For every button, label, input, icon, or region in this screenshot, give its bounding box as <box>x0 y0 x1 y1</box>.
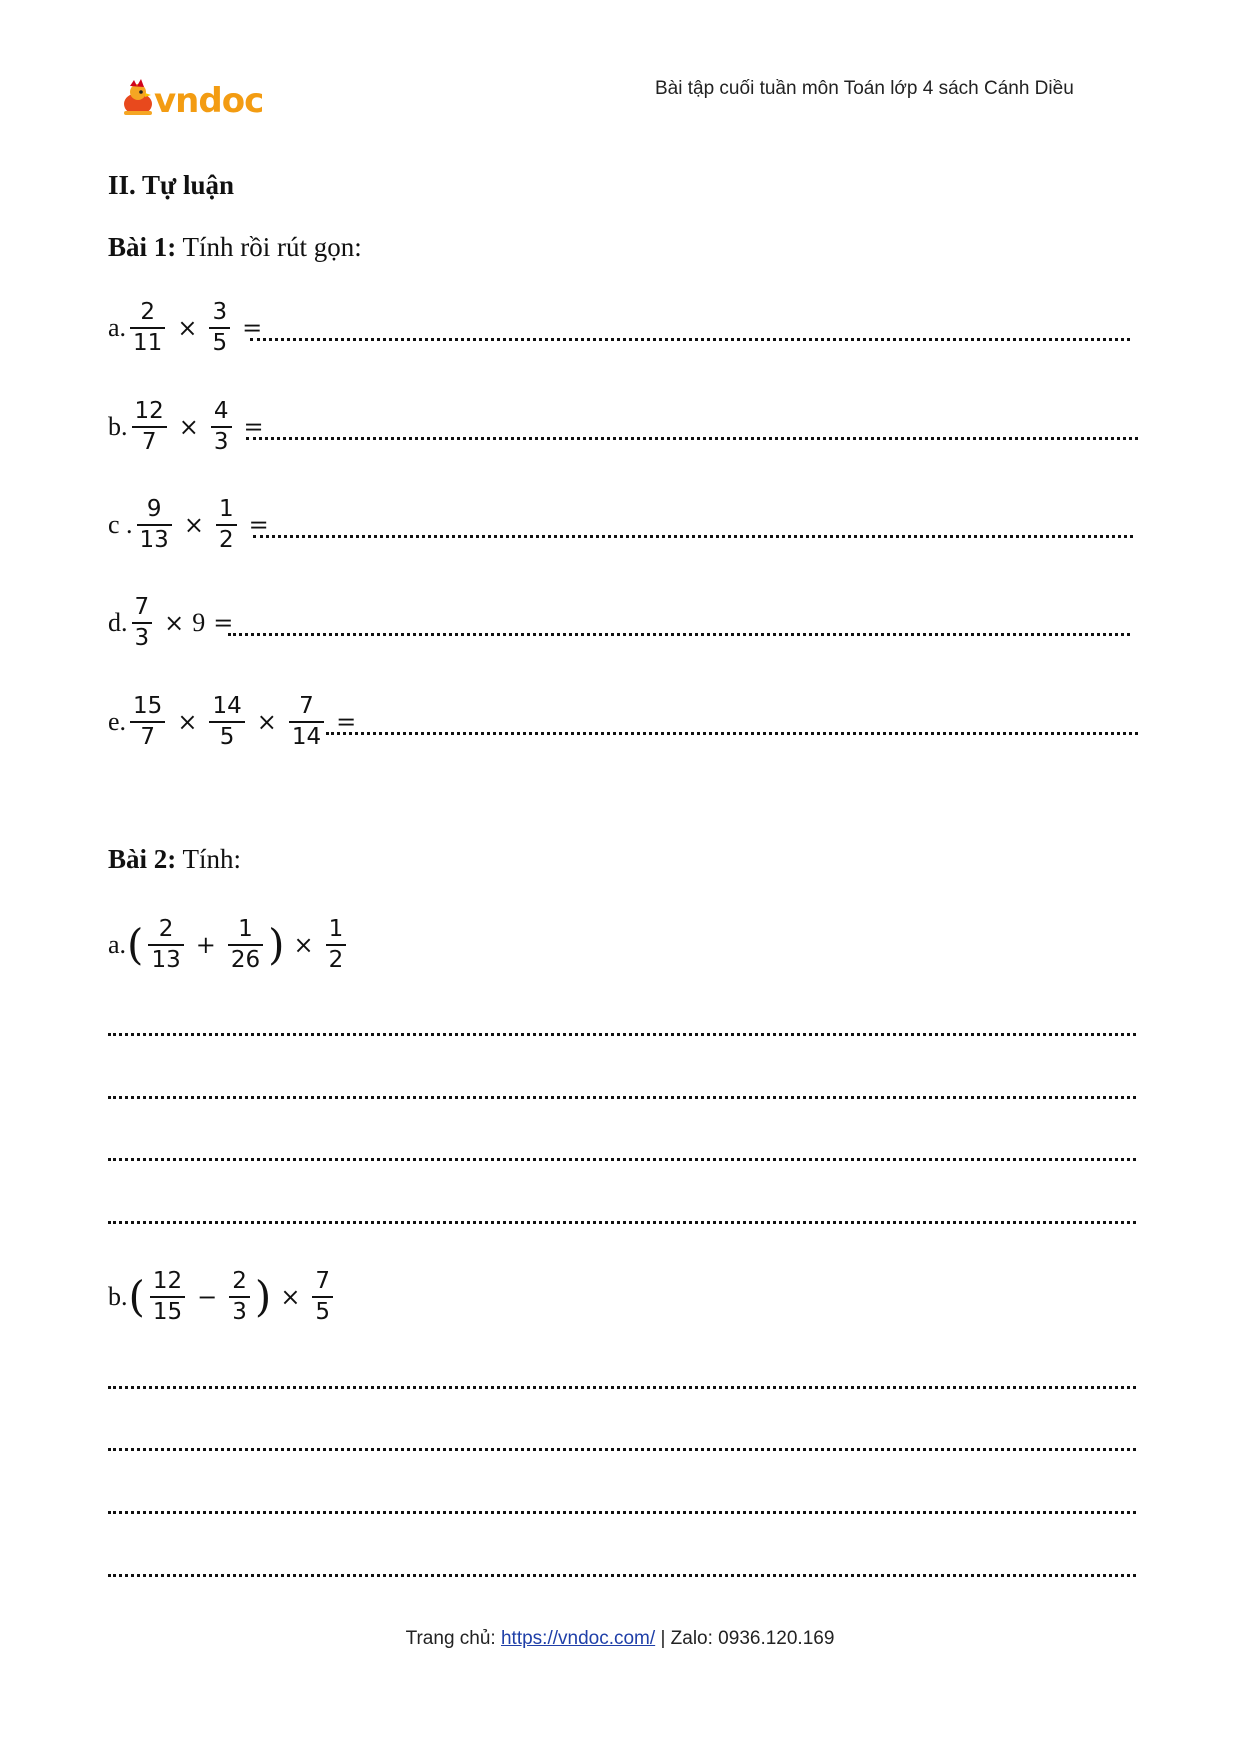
answer-line[interactable] <box>108 1093 1136 1099</box>
left-paren: ( <box>127 920 144 969</box>
fraction: $\frac{9}{13}$ <box>137 495 172 555</box>
footer-prefix: Trang chủ: <box>405 1628 501 1649</box>
page-header <box>0 0 1240 140</box>
item-label: c . <box>108 510 133 539</box>
right-paren: ) <box>254 1272 272 1321</box>
exercise-1d <box>108 588 1138 658</box>
exercise-2a <box>108 910 1138 980</box>
equals-symbol: = <box>242 314 263 342</box>
exercise-1c <box>108 490 1138 560</box>
whole-number: 9 <box>192 608 206 637</box>
exercise-1b <box>108 392 1138 462</box>
fraction: $\frac{4}{3}$ <box>211 397 232 457</box>
answer-line[interactable] <box>326 728 1138 735</box>
footer-contact: | Zalo: 0936.120.169 <box>655 1628 835 1649</box>
times-symbol: × <box>183 511 204 539</box>
answer-line[interactable] <box>108 1218 1136 1224</box>
document-title: Bài tập cuối tuần môn Toán lớp 4 sách Cánh Diều <box>655 78 1074 99</box>
minus-symbol: − <box>197 1283 218 1311</box>
left-paren: ( <box>128 1272 145 1321</box>
vndoc-logo[interactable] <box>120 78 285 120</box>
times-symbol: × <box>177 708 198 736</box>
fraction: $\frac{15}{7}$ <box>130 692 165 752</box>
fraction: $\frac{3}{5}$ <box>209 298 230 358</box>
exercise-2-instruction: Tính: <box>182 844 242 874</box>
times-symbol: × <box>280 1283 301 1311</box>
page-footer <box>0 1628 1240 1650</box>
answer-line[interactable] <box>108 1030 1136 1036</box>
fraction: $\frac{1}{2}$ <box>326 915 347 975</box>
fraction: $\frac{2}{13}$ <box>148 915 183 975</box>
exercise-2-heading <box>108 844 241 875</box>
fraction: $\frac{1}{2}$ <box>216 495 237 555</box>
item-label: b. <box>108 412 128 441</box>
exercise-1e <box>108 687 1138 757</box>
fraction: $\frac{1}{26}$ <box>228 915 263 975</box>
fraction: $\frac{12}{15}$ <box>150 1267 185 1327</box>
equals-symbol: = <box>336 708 357 736</box>
right-paren: ) <box>268 920 285 969</box>
exercise-2b <box>108 1262 1138 1332</box>
answer-line[interactable] <box>108 1508 1136 1514</box>
answer-line[interactable] <box>253 531 1133 538</box>
item-label: a. <box>108 313 127 342</box>
answer-line[interactable] <box>108 1155 1136 1161</box>
fraction: $\frac{14}{5}$ <box>209 692 244 752</box>
exercise-1-instruction: Tính rồi rút gọn: <box>182 232 362 262</box>
answer-line[interactable] <box>108 1383 1136 1389</box>
section-heading: II. Tự luận <box>108 170 235 200</box>
answer-line[interactable] <box>228 629 1130 636</box>
plus-symbol: + <box>195 931 216 959</box>
fraction: $\frac{7}{5}$ <box>312 1267 333 1327</box>
equals-symbol: = <box>243 413 264 441</box>
fraction: $\frac{7}{3}$ <box>132 593 153 653</box>
exercise-2-label: Bài 2: <box>108 844 177 874</box>
answer-line[interactable] <box>108 1571 1136 1577</box>
homepage-link[interactable]: https://vndoc.com/ <box>500 1628 656 1649</box>
exercise-1-label: Bài 1: <box>108 232 177 262</box>
times-symbol: × <box>164 609 185 637</box>
mascot-icon <box>124 79 152 115</box>
times-symbol: × <box>178 413 199 441</box>
item-label: e. <box>108 707 127 736</box>
fraction: $\frac{2}{11}$ <box>130 298 165 358</box>
exercise-1-heading <box>108 232 362 263</box>
item-label: a. <box>108 930 127 959</box>
logo-wordmark: vndoc <box>154 81 264 120</box>
times-symbol: × <box>256 708 277 736</box>
times-symbol: × <box>293 931 314 959</box>
answer-line[interactable] <box>250 334 1130 341</box>
item-label: d. <box>108 608 128 637</box>
answer-line[interactable] <box>108 1445 1136 1451</box>
fraction: $\frac{12}{7}$ <box>132 397 167 457</box>
equals-symbol: = <box>213 609 234 637</box>
answer-line[interactable] <box>246 433 1138 440</box>
item-label: b. <box>108 1282 128 1311</box>
fraction: $\frac{2}{3}$ <box>229 1267 250 1327</box>
equals-symbol: = <box>248 511 269 539</box>
fraction: $\frac{7}{14}$ <box>289 692 324 752</box>
exercise-1a <box>108 293 1138 363</box>
times-symbol: × <box>177 314 198 342</box>
